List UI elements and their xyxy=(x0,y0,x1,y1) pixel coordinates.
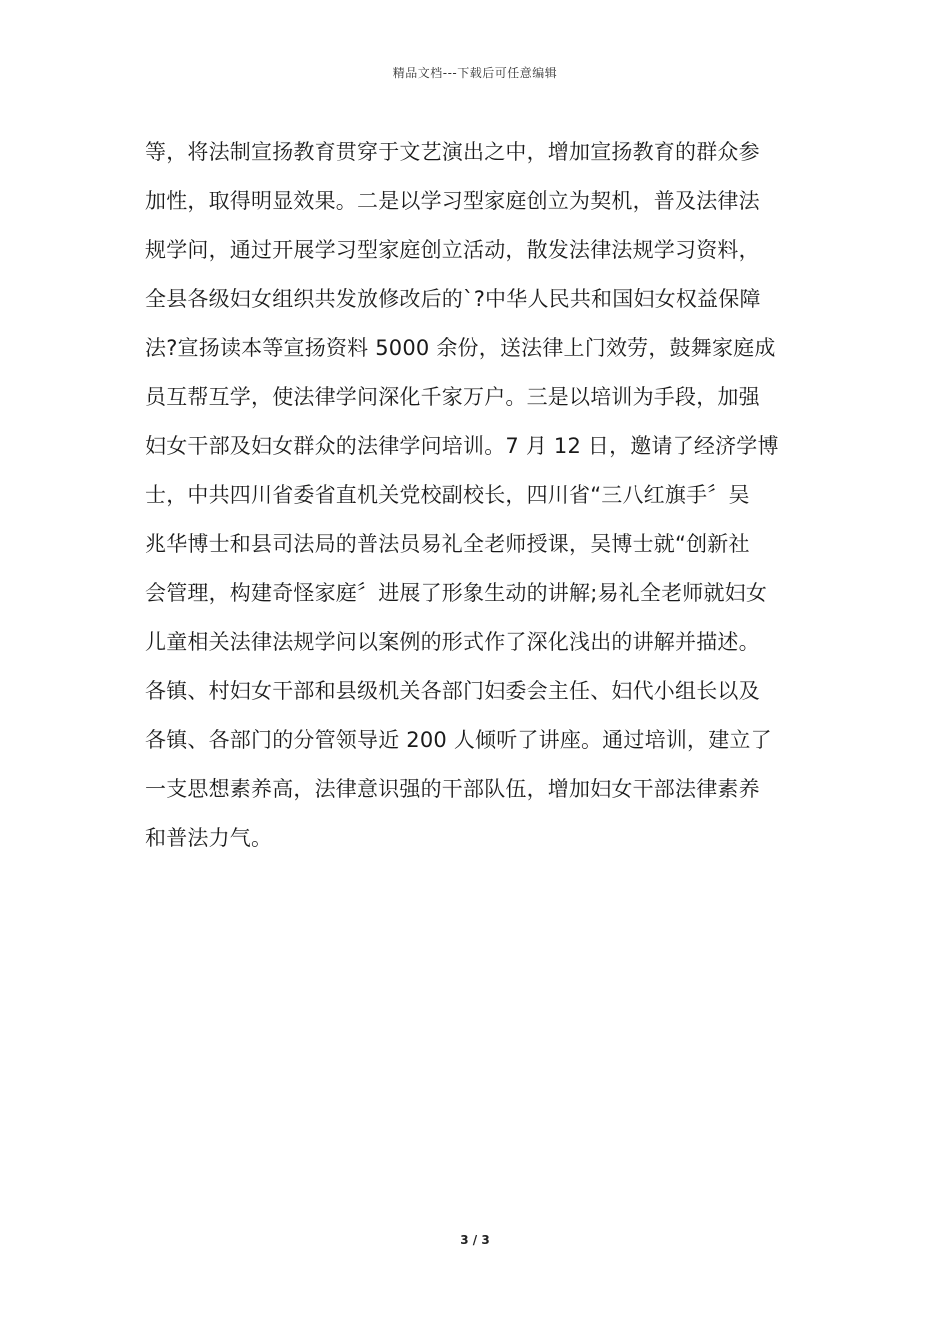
paragraph-line: 儿童相关法律法规学问以案例的形式作了深化浅出的讲解并描述。 xyxy=(145,630,760,654)
paragraph-line: 会管理，构建奇怪家庭〞进展了形象生动的讲解;易礼全老师就妇女 xyxy=(145,581,768,605)
paragraph-line: 士，中共四川省委省直机关党校副校长，四川省“三八红旗手〞吴 xyxy=(145,483,750,507)
page-header: 精品文档---下载后可任意编辑 xyxy=(392,66,558,80)
paragraph-line: 等，将法制宣扬教育贯穿于文艺演出之中，增加宣扬教育的群众参 xyxy=(145,140,760,164)
paragraph-line: 妇女干部及妇女群众的法律学问培训。7 月 12 日，邀请了经济学博 xyxy=(145,434,779,458)
paragraph-line: 员互帮互学，使法律学问深化千家万户。三是以培训为手段，加强 xyxy=(145,385,760,409)
paragraph-line: 各镇、各部门的分管领导近 200 人倾听了讲座。通过培训，建立了 xyxy=(145,728,772,752)
paragraph-line: 加性，取得明显效果。二是以学习型家庭创立为契机，普及法律法 xyxy=(145,189,760,213)
paragraph-line: 规学问，通过开展学习型家庭创立活动，散发法律法规学习资料， xyxy=(145,238,760,262)
paragraph-line: 各镇、村妇女干部和县级机关各部门妇委会主任、妇代小组长以及 xyxy=(145,679,760,703)
paragraph-line: 一支思想素养高，法律意识强的干部队伍，增加妇女干部法律素养 xyxy=(145,777,760,801)
paragraph-line: 法?宣扬读本等宣扬资料 5000 余份，送法律上门效劳，鼓舞家庭成 xyxy=(145,336,776,360)
paragraph-line: 兆华博士和县司法局的普法员易礼全老师授课，吴博士就“创新社 xyxy=(145,532,750,556)
paragraph-line: 和普法力气。 xyxy=(145,826,273,850)
document-body xyxy=(145,128,805,863)
page-number: 3 / 3 xyxy=(460,1233,490,1247)
paragraph-line: 全县各级妇女组织共发放修改后的`?中华人民共和国妇女权益保障 xyxy=(145,287,761,311)
